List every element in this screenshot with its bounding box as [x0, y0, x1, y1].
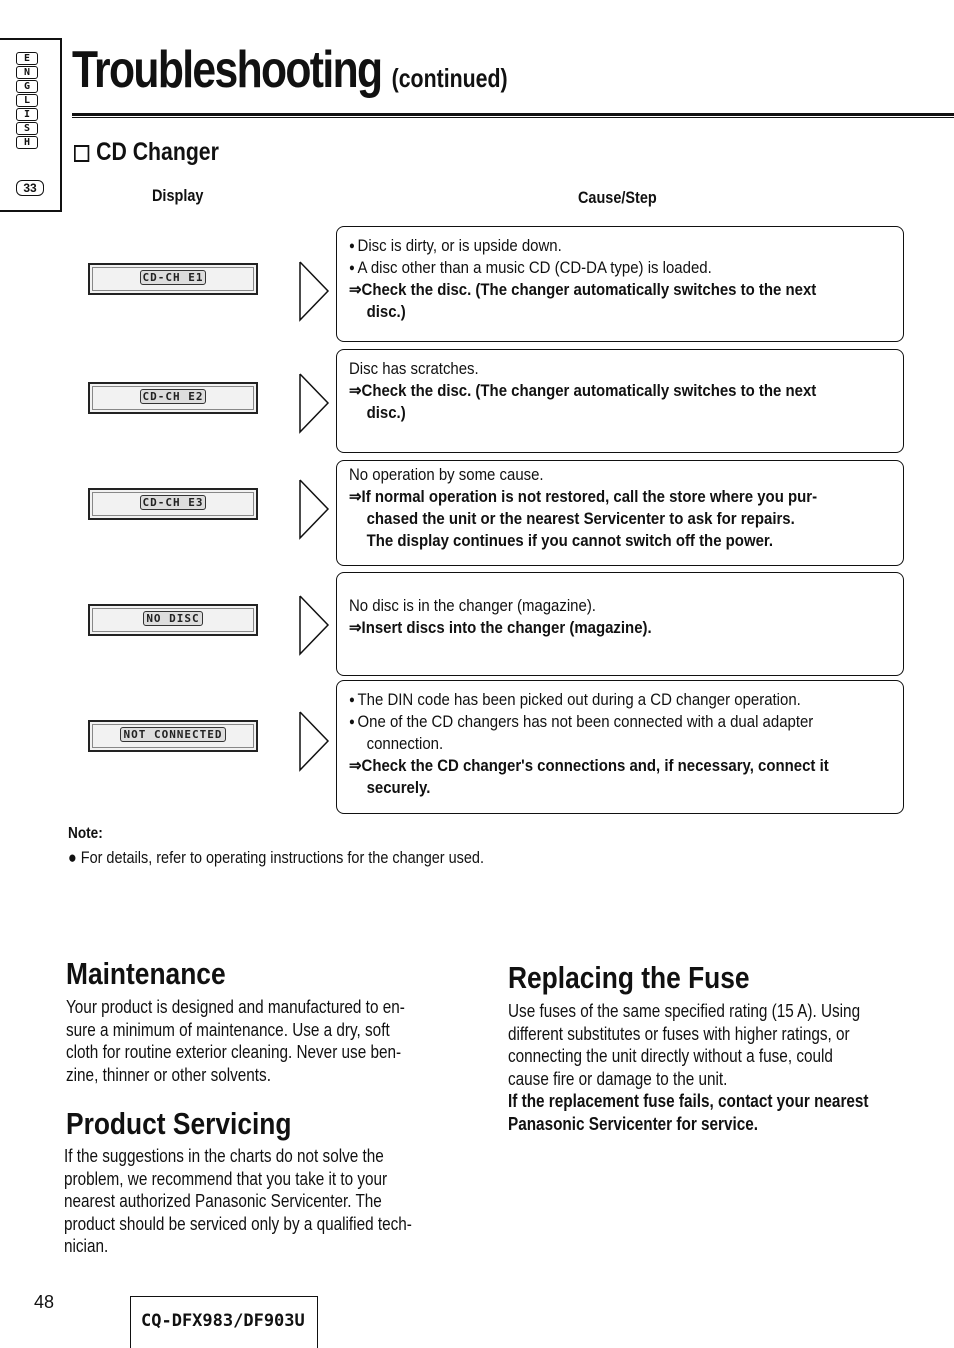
section-page-ref: 33 — [16, 180, 44, 196]
page-title-suffix: (continued) — [391, 63, 508, 93]
arrow-right-icon — [296, 476, 332, 542]
language-letter: I — [16, 108, 38, 121]
cause-step: securely. — [366, 778, 431, 797]
arrow-right-icon — [296, 258, 332, 324]
servicing-line: nearest authorized Panasonic Servicenter. The — [64, 1191, 382, 1211]
language-letter: S — [16, 122, 38, 135]
page-title-text: Troubleshooting — [72, 41, 382, 99]
fuse-line: cause fire or damage to the unit. — [508, 1068, 728, 1089]
maintenance-text — [66, 996, 458, 1086]
fuse-line: connecting the unit directly without a fuse, could — [508, 1046, 833, 1066]
cause-step: chased the unit or the nearest Servicenter to ask for repairs. — [366, 509, 795, 528]
language-letter: E — [16, 52, 38, 65]
note-heading: Note: — [68, 825, 103, 842]
lcd-display — [88, 382, 258, 414]
cause-panel — [336, 226, 904, 342]
cause-text: Disc has scratches. — [349, 359, 479, 378]
language-letter: H — [16, 136, 38, 149]
cause-bullet: ● One of the CD changers has not been connected with a dual adapter — [349, 712, 813, 731]
lcd-display-text: CD-CH E2 — [140, 389, 207, 404]
cause-step: disc.) — [366, 302, 406, 321]
language-letter: N — [16, 66, 38, 79]
cause-text: No operation by some cause. — [349, 465, 544, 484]
cause-bullet: ● The DIN code has been picked out during a CD changer operation. — [349, 690, 801, 709]
maintenance-line: sure a minimum of maintenance. Use a dry, soft — [66, 1019, 390, 1040]
fuse-line: Use fuses of the same specified rating (15 A). Using — [508, 1001, 861, 1021]
cause-step: disc.) — [366, 403, 406, 422]
cause-step: ⇒Check the disc. (The changer automatically switches to the next — [349, 381, 817, 400]
maintenance-line: zine, thinner or other solvents. — [66, 1064, 271, 1085]
lcd-display — [88, 604, 258, 636]
lcd-display-text: NOT CONNECTED — [120, 727, 225, 742]
page-title — [72, 40, 508, 100]
maintenance-line: Your product is designed and manufactured to en- — [66, 997, 405, 1017]
fuse-title: Replacing the Fuse — [508, 960, 750, 995]
servicing-line: nician. — [64, 1236, 109, 1256]
product-servicing-title: Product Servicing — [66, 1106, 292, 1141]
model-name: CQ-DFX983/DF903U — [141, 1311, 305, 1331]
cause-panel — [336, 572, 904, 676]
arrow-right-icon — [296, 708, 332, 774]
servicing-line: If the suggestions in the charts do not solve the — [64, 1146, 384, 1166]
fuse-text — [508, 1000, 900, 1135]
model-box — [130, 1296, 318, 1348]
cause-step: ⇒Check the disc. (The changer automatically switches to the next — [349, 280, 817, 299]
cause-panel — [336, 680, 904, 814]
cause-panel — [336, 349, 904, 453]
arrow-right-icon — [296, 370, 332, 436]
column-header-display: Display — [152, 186, 204, 205]
cause-panel — [336, 460, 904, 566]
servicing-line: problem, we recommend that you take it to your — [64, 1168, 388, 1189]
cause-text: connection. — [366, 734, 444, 753]
cause-bullet: ● Disc is dirty, or is upside down. — [349, 236, 562, 255]
maintenance-title: Maintenance — [66, 956, 226, 991]
title-rule-thin — [72, 117, 954, 118]
lcd-display-text: CD-CH E3 — [140, 495, 207, 510]
cause-step: ⇒Check the CD changer's connections and, if necessary, connect it — [349, 756, 829, 775]
lcd-display — [88, 263, 258, 295]
cause-line — [349, 464, 890, 552]
cause-text: No disc is in the changer (magazine). — [349, 596, 596, 615]
maintenance-line: cloth for routine exterior cleaning. Never use ben- — [66, 1042, 402, 1062]
title-rule — [72, 113, 954, 116]
arrow-right-icon — [296, 592, 332, 658]
product-servicing-text — [64, 1145, 456, 1258]
language-label — [16, 52, 38, 150]
cause-line — [349, 235, 890, 323]
cause-step: ⇒Insert discs into the changer (magazine). — [349, 618, 652, 637]
section-title — [74, 138, 219, 167]
column-header-cause: Cause/Step — [578, 188, 657, 207]
language-letter: L — [16, 94, 38, 107]
cause-step: The display continues if you cannot switch off the power. — [366, 531, 774, 550]
page-number: 48 — [34, 1292, 55, 1312]
lcd-display — [88, 720, 258, 752]
fuse-warning-line: Panasonic Servicenter for service. — [508, 1113, 759, 1134]
lcd-display — [88, 488, 258, 520]
lcd-display-text: NO DISC — [143, 611, 202, 626]
note-text: ● For details, refer to operating instructions for the changer used. — [68, 848, 484, 867]
cause-line — [349, 595, 890, 639]
cause-step: ⇒If normal operation is not restored, call the store where you pur- — [349, 487, 818, 506]
language-letter: G — [16, 80, 38, 93]
section-box-icon — [74, 145, 89, 162]
cause-line — [349, 358, 890, 424]
cause-bullet: ● A disc other than a music CD (CD-DA type) is loaded. — [349, 258, 712, 277]
cause-line — [349, 689, 890, 799]
fuse-line: different substitutes or fuses with higher ratings, or — [508, 1023, 850, 1044]
section-title-text: CD Changer — [96, 138, 219, 166]
fuse-warning-line: If the replacement fuse fails, contact your nearest — [508, 1091, 869, 1111]
language-tab — [0, 38, 62, 212]
servicing-line: product should be serviced only by a qualified tech- — [64, 1213, 412, 1234]
lcd-display-text: CD-CH E1 — [140, 270, 207, 285]
